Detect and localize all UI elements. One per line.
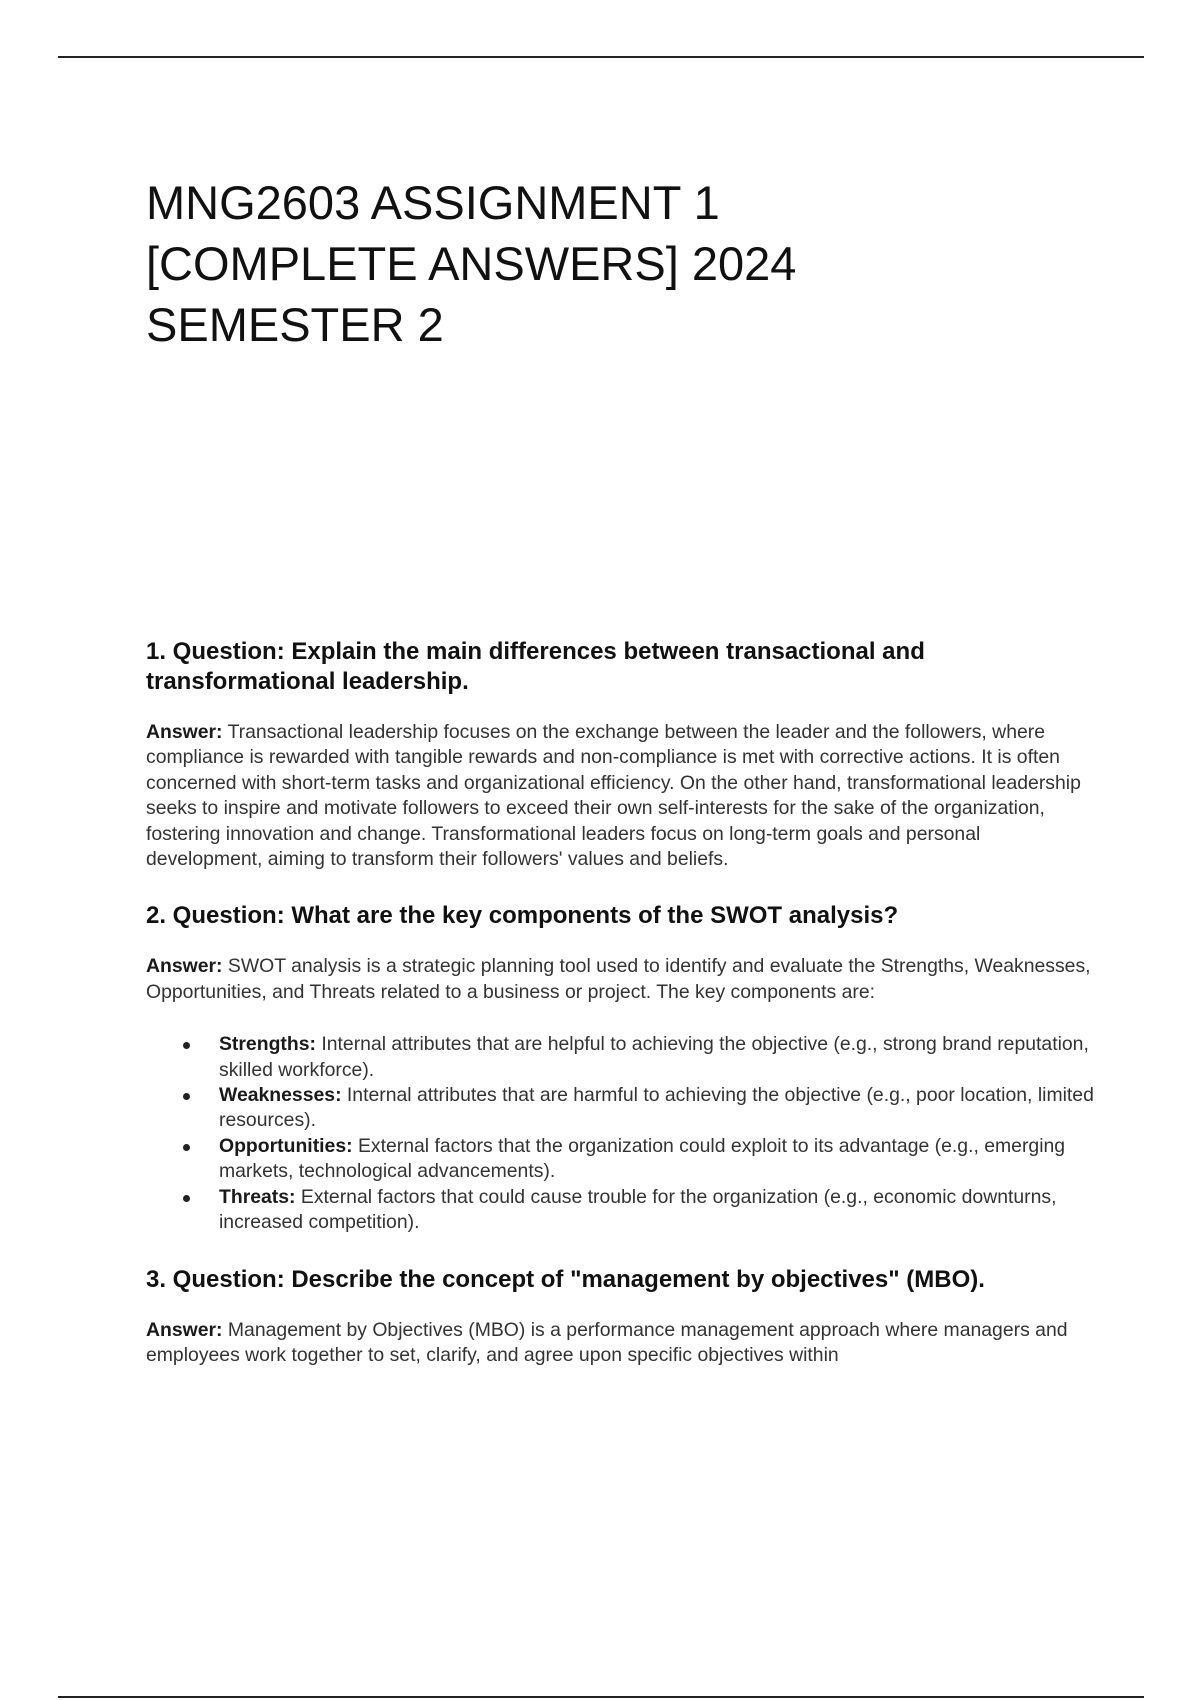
bullet-text: Internal attributes that are harmful to achieving the objective (e.g., poor location, limited resources).	[219, 1084, 1094, 1132]
bullet-text: Internal attributes that are helpful to achieving the objective (e.g., strong brand reputation, skilled workforce).	[219, 1033, 1089, 1081]
bullet-term: Opportunities:	[219, 1134, 353, 1157]
answer-text: Management by Objectives (MBO) is a performance management approach where managers and employees work together to set, clarify, and agree upon specific objectives within	[146, 1318, 1068, 1366]
bullet-text: External factors that could cause trouble for the organization (e.g., economic downturns, increased competition).	[219, 1185, 1057, 1234]
question-block-3	[146, 1265, 1096, 1369]
answer-paragraph	[146, 1318, 1096, 1369]
answer-label: Answer:	[146, 721, 223, 743]
top-rule	[58, 56, 1144, 58]
bottom-rule	[58, 1696, 1144, 1698]
answer-paragraph	[146, 954, 1096, 1005]
questions-list	[146, 637, 1096, 1368]
question-heading: 2. Question: What are the key components of the SWOT analysis?	[146, 902, 899, 930]
document-title: MNG2603 ASSIGNMENT 1 [COMPLETE ANSWERS] 2024 SEMESTER 2	[146, 176, 797, 351]
bullet-term: Strengths:	[219, 1033, 316, 1056]
answer-paragraph	[146, 720, 1096, 872]
bullet-icon	[183, 1144, 190, 1151]
list-item	[146, 1134, 1096, 1185]
bullet-icon	[183, 1093, 190, 1100]
bullet-term: Weaknesses:	[219, 1084, 342, 1107]
bullet-text: External factors that the organization could exploit to its advantage (e.g., emerging markets, technological advancements).	[219, 1134, 1066, 1183]
answer-text: SWOT analysis is a strategic planning tool used to identify and evaluate the Strengths, Weaknesses, Opportunities, and Threats related to a business or project. The key components are:	[146, 955, 1091, 1003]
answer-label: Answer:	[146, 955, 223, 978]
list-item	[146, 1032, 1096, 1083]
bullet-icon	[183, 1042, 190, 1049]
swot-list	[146, 1032, 1096, 1235]
question-block-2	[146, 901, 1096, 1235]
document-page	[146, 172, 1096, 1397]
list-item	[146, 1083, 1096, 1134]
answer-text: Transactional leadership focuses on the exchange between the leader and the followers, where compliance is rewarded with tangible rewards and non-compliance is met with corrective actions. It is often concerned with short-term tasks and organizational efficiency. On the other hand, transformational leadership seeks to inspire and motivate followers to exceed their own self-interests for the sake of the organization, fostering innovation and change. Transformational leaders focus on long-term goals and personal development, aiming to transform their followers' values and beliefs.	[146, 721, 1081, 871]
question-heading: 3. Question: Describe the concept of "management by objectives" (MBO).	[146, 1265, 985, 1293]
bullet-icon	[183, 1195, 190, 1202]
list-item	[146, 1185, 1096, 1236]
question-block-1	[146, 637, 1096, 872]
answer-label: Answer:	[146, 1318, 223, 1341]
question-heading: 1. Question: Explain the main differences between transactional and transformational leadership.	[146, 638, 925, 695]
bullet-term: Threats:	[219, 1185, 296, 1208]
